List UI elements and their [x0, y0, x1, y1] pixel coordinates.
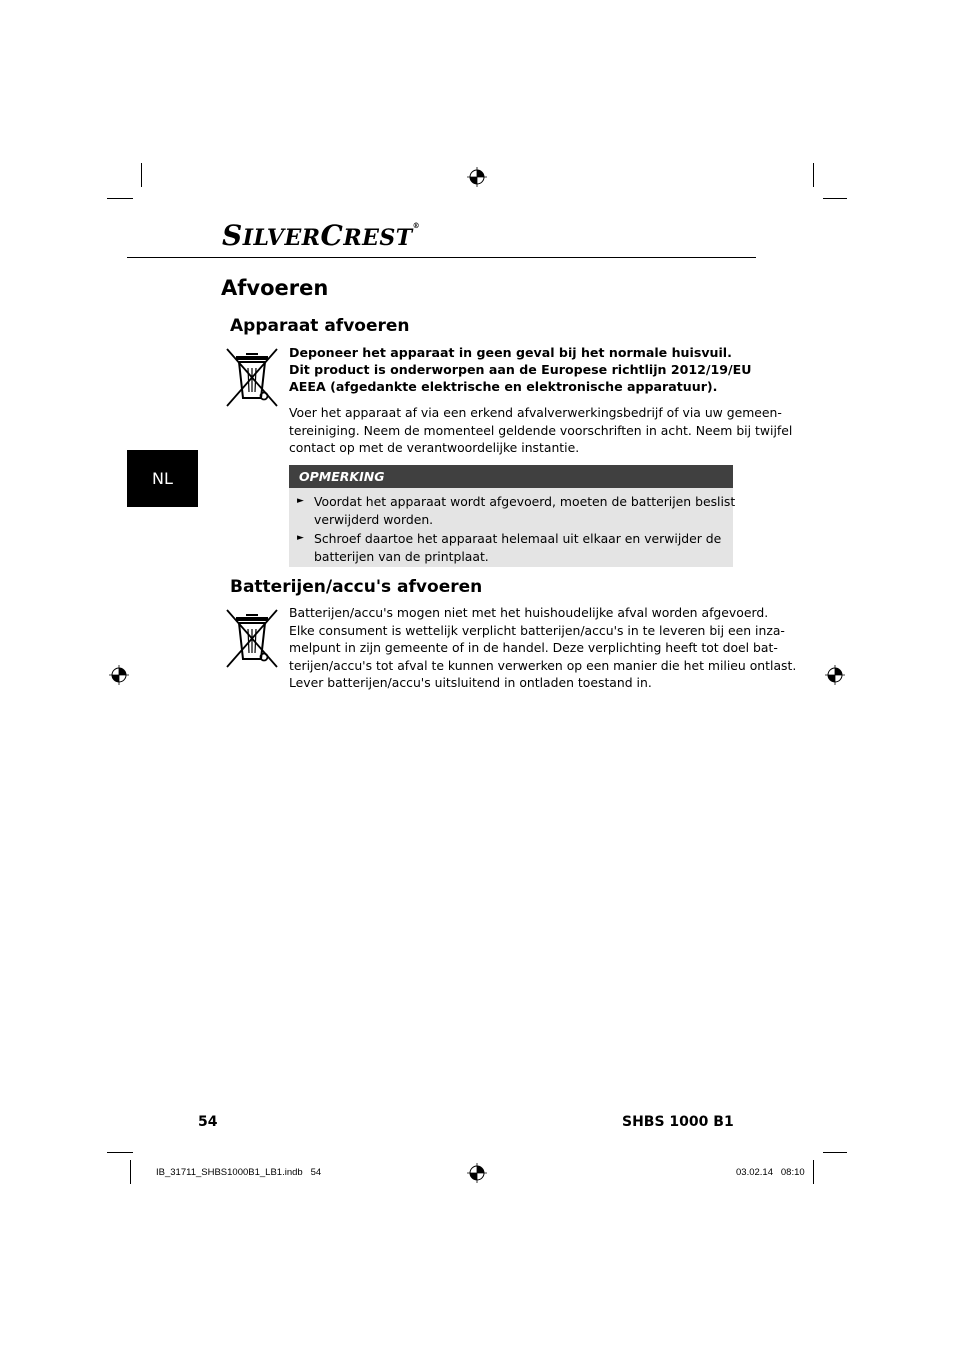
logo-letters: REST — [343, 225, 413, 251]
registration-target-icon — [467, 167, 487, 187]
note-line: Voordat het apparaat wordt afgevoerd, moeten de batterijen beslist — [314, 494, 736, 509]
note-item-text — [314, 530, 721, 565]
paragraph-line: contact op met de verantwoordelijke instantie. — [289, 440, 580, 455]
warning-line: AEEA (afgedankte elektrische en elektronische apparatuur). — [289, 379, 718, 394]
note-box — [289, 465, 736, 567]
disposal-paragraph — [289, 404, 792, 457]
registered-mark: ® — [412, 221, 421, 230]
crop-mark — [107, 1152, 133, 1153]
header-rule — [127, 257, 756, 258]
crop-mark — [130, 1160, 131, 1184]
note-item — [289, 530, 733, 566]
paragraph-line: Batterijen/accu's mogen niet met het huishoudelijke afval worden afgevoerd. — [289, 605, 769, 620]
section-heading: Batterijen/accu's afvoeren — [230, 577, 483, 597]
paragraph-line: Elke consument is wettelijk verplicht batterijen/accu's in te leveren bij een inza- — [289, 622, 785, 638]
crop-mark — [141, 163, 142, 187]
logo-letters: ILVER — [242, 225, 321, 251]
registration-target-icon — [109, 665, 129, 685]
paragraph-line: Lever batterijen/accu's uitsluitend in ontladen toestand in. — [289, 675, 652, 690]
note-line: Schroef daartoe het apparaat helemaal uit elkaar en verwijder de — [314, 531, 722, 546]
section-heading: Apparaat afvoeren — [230, 316, 410, 336]
logo-letter: C — [320, 219, 344, 252]
paragraph-line: terijen/accu's tot afval te kunnen verwerken op een manier die het milieu ontlast. — [289, 657, 797, 673]
registration-target-icon — [825, 665, 845, 685]
page-number: 54 — [198, 1114, 218, 1130]
crop-mark — [823, 198, 847, 199]
brand-logo — [222, 219, 421, 252]
note-title-text: OPMERKING — [299, 469, 385, 484]
language-tab: NL — [127, 450, 198, 507]
registration-target-icon — [467, 1163, 487, 1183]
paragraph-line: Voer het apparaat af via een erkend afvalverwerkingsbedrijf of via uw gemeen- — [289, 405, 782, 420]
warning-line: Deponeer het apparaat in geen geval bij het normale huisvuil. — [289, 345, 732, 360]
paragraph-line: tereiniging. Neem de momenteel geldende voorschriften in acht. Neem bij twijfel — [289, 422, 793, 438]
paragraph-line: melpunt in zijn gemeente of in de handel. Deze verplichting heeft tot doel bat- — [289, 640, 778, 655]
crop-mark — [813, 163, 814, 187]
logo-letter: S — [222, 219, 243, 252]
page-title: Afvoeren — [221, 276, 329, 300]
warning-text — [289, 344, 751, 395]
crossed-out-wheelie-bin-icon — [224, 346, 280, 410]
triangle-right-icon: ► — [297, 496, 304, 506]
warning-line: Dit product is onderworpen aan de Europese richtlijn 2012/19/EU — [289, 362, 752, 377]
crop-mark — [813, 1160, 814, 1184]
note-line: verwijderd worden. — [314, 511, 434, 527]
note-item — [289, 493, 736, 529]
note-item-text — [314, 493, 735, 528]
crop-mark — [107, 198, 133, 199]
crop-mark — [823, 1152, 847, 1153]
crossed-out-wheelie-bin-icon — [224, 607, 280, 671]
battery-paragraph — [289, 604, 796, 692]
slug-datetime: 03.02.14 08:10 — [736, 1167, 805, 1178]
triangle-right-icon: ► — [297, 533, 304, 543]
slug-filename: IB_31711_SHBS1000B1_LB1.indb 54 — [156, 1167, 322, 1178]
note-title — [289, 465, 733, 488]
note-line: batterijen van de printplaat. — [314, 548, 489, 564]
model-number: SHBS 1000 B1 — [622, 1114, 734, 1130]
